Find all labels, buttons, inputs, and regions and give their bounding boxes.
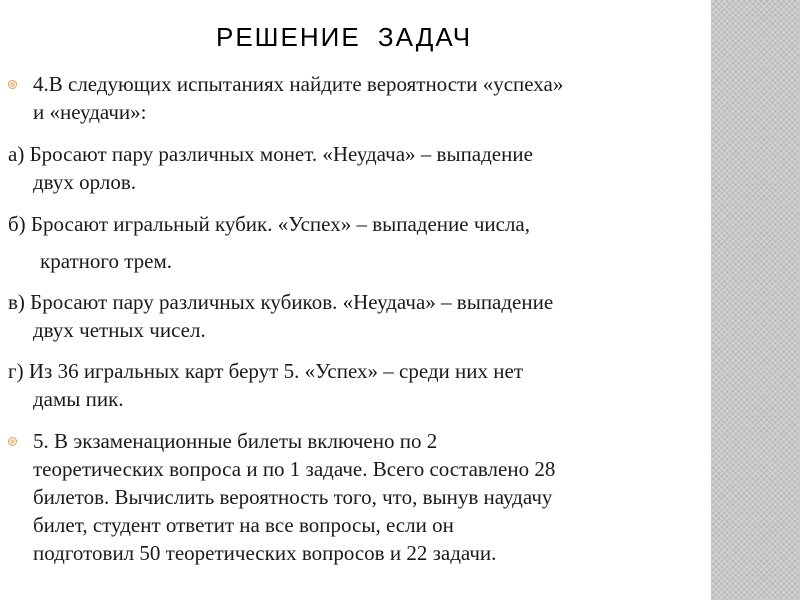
problem-4d <box>8 357 523 413</box>
text-line: двух четных чисел. <box>33 318 206 342</box>
text-line: 4.В следующих испытаниях найдите вероятности «успеха» <box>33 72 564 96</box>
slide-title: РЕШЕНИЕ ЗАДАЧ <box>216 22 473 52</box>
text-line: подготовил 50 теоретических вопросов и 22 задачи. <box>33 541 497 565</box>
decorative-side-panel <box>711 0 800 600</box>
text-line: билет, студент ответит на все вопросы, если он <box>33 513 454 537</box>
bullet-icon <box>8 437 17 446</box>
bullet-icon <box>8 80 17 89</box>
problem-4a <box>8 140 533 196</box>
text-line: теоретических вопроса и по 1 задаче. Всего составлено 28 <box>33 457 556 481</box>
text-line: кратного трем. <box>40 249 173 273</box>
problem-4b-continued <box>40 247 172 275</box>
problem-4c <box>8 288 553 344</box>
text-line: в) Бросают пару различных кубиков. «Неудача» – выпадение <box>8 290 554 314</box>
text-line: 5. В экзаменационные билеты включено по 2 <box>33 429 438 453</box>
text-line: двух орлов. <box>33 170 137 194</box>
problem-4b <box>8 210 530 238</box>
problem-4-intro <box>33 70 563 126</box>
text-line: б) Бросают игральный кубик. «Успех» – выпадение числа, <box>8 212 531 236</box>
text-line: г) Из 36 игральных карт берут 5. «Успех» – среди них нет <box>8 359 524 383</box>
text-line: дамы пик. <box>33 387 124 411</box>
problem-5 <box>33 427 555 567</box>
text-line: и «неудачи»: <box>33 100 147 124</box>
text-line: а) Бросают пару различных монет. «Неудача» – выпадение <box>8 142 533 166</box>
text-line: билетов. Вычислить вероятность того, что, вынув наудачу <box>33 485 553 509</box>
